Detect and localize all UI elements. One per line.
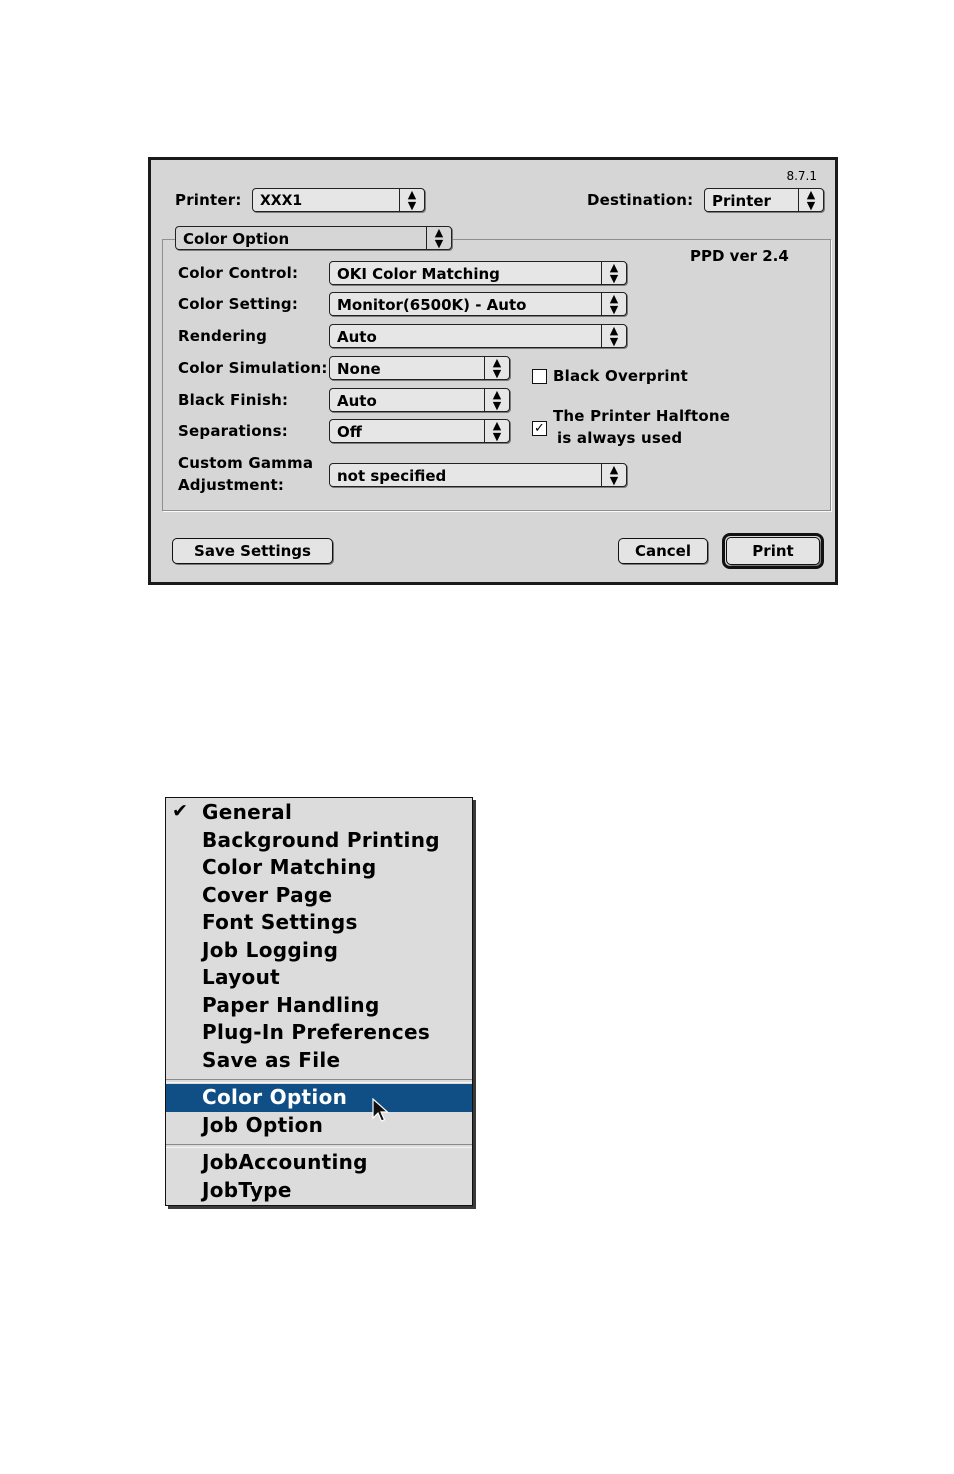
color-control-label: Color Control: [178,264,299,282]
menu-item-jobaccounting[interactable] [166,1149,472,1177]
color-control-value: OKI Color Matching [337,265,500,283]
separations-popup[interactable] [329,419,510,443]
updown-arrows-icon: ▲ ▼ [484,420,509,442]
updown-arrows-icon: ▲ ▼ [484,389,509,411]
menu-item-color-matching[interactable] [166,854,472,882]
menu-item-label: Font Settings [202,910,358,934]
menu-item-label: Layout [202,965,281,989]
menu-item-layout[interactable] [166,964,472,992]
destination-label: Destination: [587,191,694,209]
menu-item-label: General [202,800,293,824]
menu-item-label: Paper Handling [202,993,380,1017]
cancel-button[interactable]: Cancel [618,538,708,564]
printer-popup[interactable] [252,188,425,212]
color-simulation-value: None [337,360,381,378]
color-setting-value: Monitor(6500K) - Auto [337,296,527,314]
menu-item-label: Background Printing [202,828,440,852]
halftone-label-line2: is always used [557,429,683,447]
menu-item-cover-page[interactable] [166,882,472,910]
color-setting-popup[interactable] [329,292,627,316]
menu-separator [166,1144,472,1148]
panel-popup-menu [165,797,473,1206]
menu-item-job-option[interactable] [166,1112,472,1140]
black-finish-popup[interactable] [329,388,510,412]
checkmark-icon: ✓ [534,421,545,436]
print-button[interactable]: Print [726,537,820,565]
updown-arrows-icon: ▲ ▼ [426,227,451,249]
checkmark-icon: ✔ [172,800,189,822]
custom-gamma-popup[interactable] [329,463,627,487]
black-overprint-checkbox[interactable] [532,369,547,384]
custom-gamma-label-line1: Custom Gamma [178,454,314,472]
menu-item-label: Job Logging [202,938,339,962]
printer-popup-value: XXX1 [260,193,303,209]
menu-item-label: Color Matching [202,855,377,879]
updown-arrows-icon: ▲ ▼ [601,262,626,284]
save-settings-button[interactable]: Save Settings [172,538,333,564]
printer-label: Printer: [175,191,242,209]
destination-popup-value: Printer [712,192,771,210]
rendering-label: Rendering [178,327,268,345]
separations-label: Separations: [178,422,288,440]
version-label: 8.7.1 [786,169,817,183]
black-finish-value: Auto [337,392,377,410]
separations-value: Off [337,423,362,441]
black-finish-label: Black Finish: [178,391,289,409]
print-dialog [148,157,838,585]
panel-popup-value: Color Option [183,230,290,248]
menu-item-background-printing[interactable] [166,827,472,855]
ppd-version-label: PPD ver 2.4 [690,247,789,265]
rendering-popup[interactable] [329,324,627,348]
updown-arrows-icon: ▲ ▼ [601,464,626,486]
menu-item-label: Color Option [202,1085,348,1109]
rendering-value: Auto [337,328,377,346]
menu-item-label: Save as File [202,1048,341,1072]
menu-separator [166,1079,472,1083]
updown-arrows-icon: ▲ ▼ [601,293,626,315]
menu-item-color-option[interactable] [166,1084,472,1112]
menu-item-general[interactable] [166,799,472,827]
updown-arrows-icon: ▲ ▼ [798,189,823,211]
color-simulation-popup[interactable] [329,356,510,380]
panel-popup[interactable] [175,226,452,250]
color-setting-label: Color Setting: [178,295,299,313]
menu-item-plug-in-preferences[interactable] [166,1019,472,1047]
black-overprint-label: Black Overprint [553,367,689,385]
menu-item-label: Cover Page [202,883,333,907]
menu-item-label: Job Option [202,1113,324,1137]
destination-popup[interactable] [704,188,824,212]
custom-gamma-value: not specified [337,467,447,485]
halftone-checkbox[interactable] [532,421,547,436]
color-simulation-label: Color Simulation: [178,359,328,377]
menu-item-job-logging[interactable] [166,937,472,965]
updown-arrows-icon: ▲ ▼ [484,357,509,379]
halftone-label-line1: The Printer Halftone [553,407,731,425]
menu-item-label: Plug-In Preferences [202,1020,431,1044]
menu-item-label: JobAccounting [202,1150,368,1174]
menu-item-save-as-file[interactable] [166,1047,472,1075]
updown-arrows-icon: ▲ ▼ [399,189,424,211]
updown-arrows-icon: ▲ ▼ [601,325,626,347]
menu-item-jobtype[interactable] [166,1177,472,1205]
menu-item-paper-handling[interactable] [166,992,472,1020]
menu-item-label: JobType [202,1178,292,1202]
custom-gamma-label-line2: Adjustment: [178,476,285,494]
menu-item-font-settings[interactable] [166,909,472,937]
color-control-popup[interactable] [329,261,627,285]
